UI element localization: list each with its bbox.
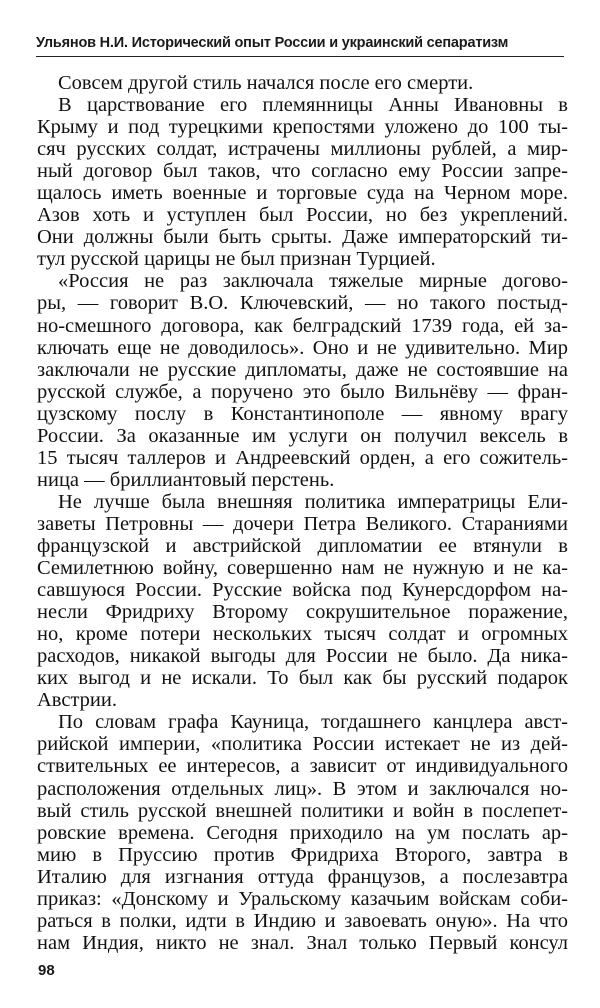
text-line: Семилетнюю войну, совершенно нам не нужную и не ка- [37, 557, 568, 580]
text-line: рийской империи, «политика России истекает не из дей- [37, 733, 568, 756]
text-line: ствительных ее интересов, а зависит от индивидуального [37, 755, 568, 778]
text-line: ровские времена. Сегодня приходило на ум послать ар- [37, 821, 568, 844]
text-line: заключали не русские дипломаты, даже не состоявшие на [37, 358, 568, 381]
text-line: французской и австрийской дипломатии ее втянули в [37, 534, 568, 557]
text-line: заветы Петровны — дочери Петра Великого. Стараниями [37, 512, 568, 535]
text-line: вый стиль русской внешней политики и войн в послепет- [37, 799, 568, 822]
text-line: ры, — говорит В.О. Ключевский, — но такого постыд- [37, 292, 568, 315]
text-line: раться в полки, идти в Индию и завоевать оную». На что [37, 909, 568, 932]
text-line: расходов, никакой выгоды для России не было. Да ника- [37, 645, 568, 668]
text-line: мию в Пруссию против Фридриха Второго, завтра в [37, 843, 568, 866]
text-line: нам Индия, никто не знал. Знал только Первый консул [37, 931, 568, 954]
text-line: несли Фридриху Второму сокрушительное поражение, [37, 601, 568, 624]
text-line: России. За оказанные им услуги он получил вексель в [37, 424, 568, 447]
text-line: ких выгод и не искали. То был как бы русский подарок [37, 667, 568, 690]
text-line: расположения отдельных лиц». В этом и заключался но- [37, 777, 568, 800]
running-header: Ульянов Н.И. Исторический опыт России и украинский сепаратизм [36, 32, 564, 57]
text-line: но, кроме потери нескольких тысяч солдат и огромных [37, 623, 568, 646]
text-line: тул русской царицы не был признан Турцией. [37, 248, 436, 271]
text-line: цузскому послу в Константинополе — явному врагу [37, 402, 568, 425]
text-line: приказ: «Донскому и Уральскому казачьим войскам соби- [37, 887, 568, 910]
text-line: ница — бриллиантовый перстень. [37, 468, 335, 491]
text-line: Совсем другой стиль начался после его смерти. [58, 72, 474, 94]
text-line: ключать еще не доводилось». Оно и не удивительно. Мир [37, 336, 568, 359]
text-line: щалось иметь военные и торговые суда на Черном море. [37, 182, 568, 205]
text-line: Австрии. [37, 689, 117, 712]
text-line: Крыму и под турецкими крепостями уложено до 100 ты- [37, 116, 568, 139]
text-line: Не лучше была внешняя политика императрицы Ели- [58, 490, 568, 513]
text-line: русской службе, а поручено это было Вильнёву — фран- [37, 380, 568, 403]
body-text [37, 72, 568, 954]
text-line: Они должны были быть срыты. Даже императорский ти- [37, 226, 568, 249]
page-number: 98 [38, 962, 55, 979]
text-line: савшуюся России. Русские войска под Кунерсдорфом на- [37, 579, 568, 602]
text-line: В царствование его племянницы Анны Ивановны в [58, 94, 568, 117]
text-line: Азов хоть и уступлен был России, но без укреплений. [37, 204, 568, 227]
text-line: По словам графа Кауница, тогдашнего канцлера авст- [58, 711, 568, 734]
text-line: ный договор был таков, что согласно ему России запре- [37, 160, 568, 183]
text-line: «Россия не раз заключала тяжелые мирные догово- [58, 270, 568, 293]
text-line: но-смешного договора, как белградский 1739 года, ей за- [37, 314, 568, 337]
text-line: Италию для изгнания оттуда французов, а послезавтра [37, 865, 568, 888]
text-line: 15 тысяч таллеров и Андреевский орден, а его сожитель- [37, 446, 568, 469]
text-line: сяч русских солдат, истрачены миллионы рублей, а мир- [37, 138, 568, 161]
